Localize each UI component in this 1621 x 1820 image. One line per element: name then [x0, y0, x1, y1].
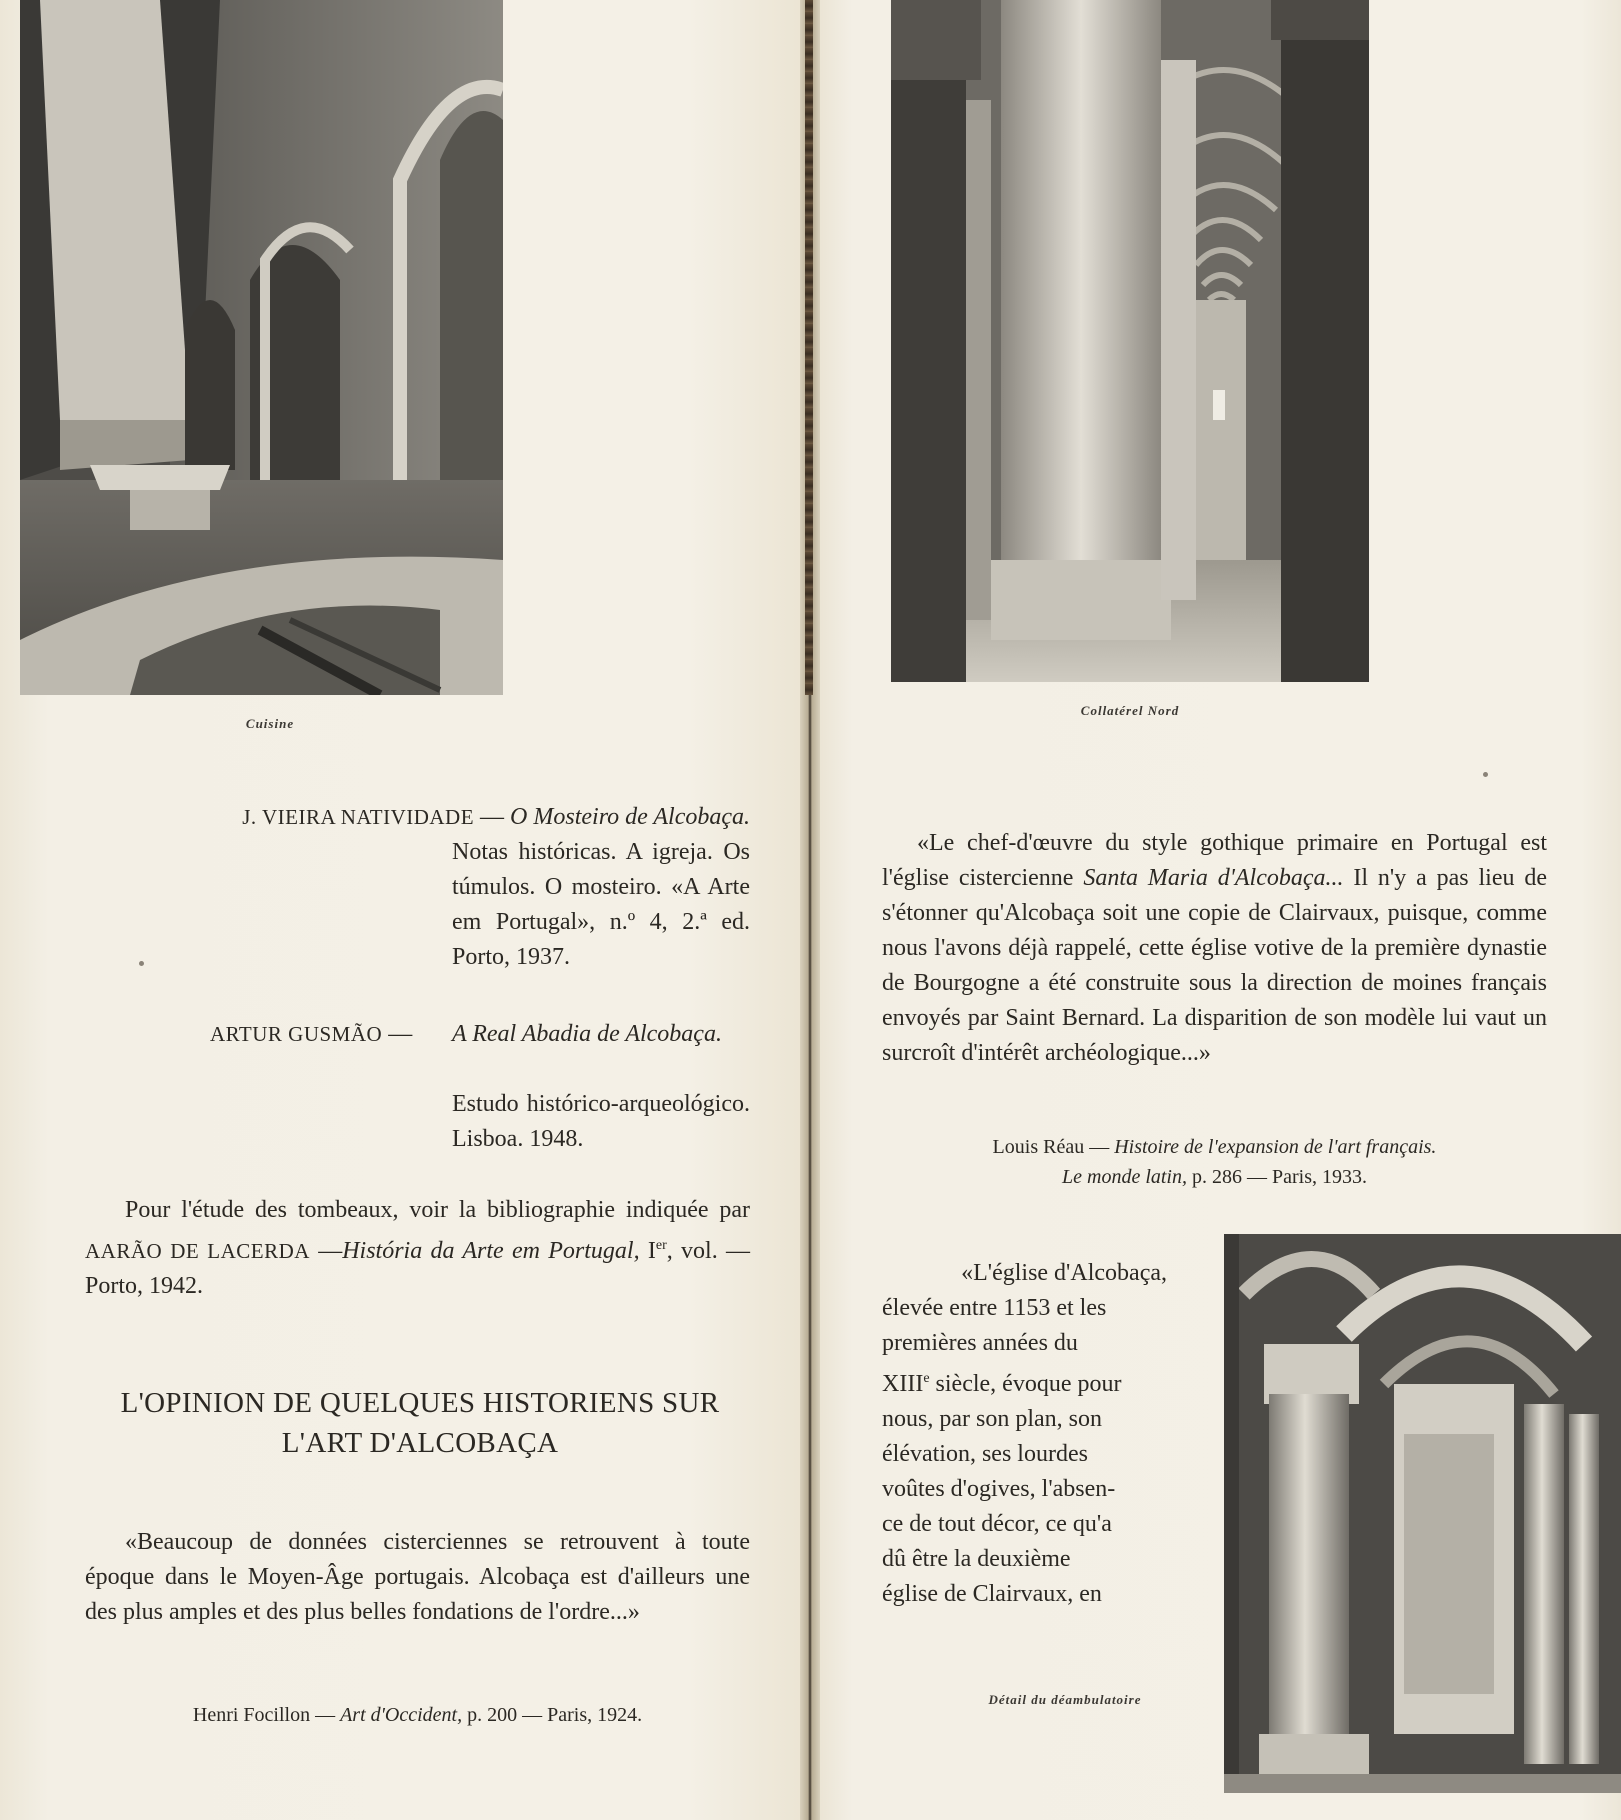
- alcobaca-quote: [882, 1256, 1167, 1612]
- century-sup: e: [923, 1371, 930, 1386]
- focillon-attribution: [85, 1700, 750, 1730]
- alcobaca-quote-line-4-text: siècle, évoque pour: [935, 1371, 1122, 1397]
- alcobaca-quote-line-2: élevée entre 1153 et les: [882, 1295, 1107, 1321]
- tombs-note-dash: —: [318, 1238, 343, 1264]
- section-heading-line-1: L'OPINION DE QUELQUES HISTORIENS SUR: [120, 1387, 720, 1419]
- tombs-note-intro: Pour l'étude des tombeaux, voir la bibliographie indiquée par: [125, 1197, 750, 1223]
- reau-quote: [882, 826, 1547, 1071]
- tombs-note-place: , vol. — Porto, 1942.: [85, 1238, 751, 1299]
- biblio-entry-2-title: A Real Abadia de Alcobaça.: [452, 1021, 722, 1047]
- alcobaca-quote-line-4: [882, 1361, 1167, 1402]
- ambulatory-caption: Détail du déambulatoire: [988, 1692, 1142, 1707]
- tombs-note-author: AARÃO DE LACERDA: [85, 1239, 310, 1263]
- biblio-entry-1-title: O Mosteiro de Alcobaça.: [510, 804, 750, 830]
- reau-attribution-line-1: [882, 1132, 1547, 1162]
- tombs-note-title: História da Arte em Portugal,: [342, 1238, 640, 1264]
- alcobaca-quote-line-5: nous, par son plan, son: [882, 1406, 1102, 1432]
- reau-attribution-line-2: [882, 1162, 1547, 1192]
- page-speck: [1483, 772, 1488, 777]
- focillon-author: Henri Focillon —: [192, 1704, 336, 1726]
- section-heading-line-2: L'ART D'ALCOBAÇA: [281, 1427, 559, 1459]
- page-speck: [139, 961, 144, 966]
- biblio-entry-1-details: Notas históricas. A igreja. Os túmulos. O mosteiro. «A Arte em Portugal», n.º 4, 2.ª ed. Porto, 1937.: [452, 839, 750, 970]
- kitchen-photo: [20, 0, 503, 695]
- tombs-bibliography-note: [85, 1193, 750, 1304]
- north-aisle-caption: Collatérel Nord: [1080, 703, 1180, 718]
- reau-work-subtitle: Le monde latin,: [1062, 1166, 1187, 1188]
- north-aisle-photo: [891, 0, 1369, 682]
- ambulatory-photo: [1224, 1234, 1621, 1793]
- biblio-entry-2-author: ARTUR GUSMÃO: [210, 1022, 383, 1046]
- focillon-quote: «Beaucoup de données cisterciennes se retrouvent à toute époque dans le Moyen-Âge portugais. Alcobaça est d'ailleurs une des plus amples et des plus belles fondations de l'ordre...»: [85, 1529, 750, 1625]
- reau-author: Louis Réau —: [992, 1136, 1110, 1158]
- reau-quote-italic: Santa Maria d'Alcobaça...: [1083, 865, 1344, 891]
- alcobaca-quote-line-10: église de Clairvaux, en: [882, 1581, 1102, 1607]
- biblio-entry-2-dash: —: [388, 1021, 413, 1047]
- focillon-citation: p. 200 — Paris, 1924.: [467, 1704, 643, 1726]
- alcobaca-quote-line-8: ce de tout décor, ce qu'a: [882, 1511, 1112, 1537]
- reau-quote-part-1: «Le chef-d'œuvre du style gothique primaire en Portugal est l'église cistercienne: [882, 830, 1547, 891]
- alcobaca-quote-line-7: voûtes d'ogives, l'absen-: [882, 1476, 1116, 1502]
- focillon-work: Art d'Occident,: [340, 1704, 463, 1726]
- tombs-note-volume: I: [647, 1238, 656, 1264]
- biblio-entry-1-author-line: [125, 800, 750, 835]
- biblio-entry-1-dash: —: [480, 804, 505, 830]
- alcobaca-quote-line-3: premières années du: [882, 1330, 1078, 1356]
- kitchen-photo-caption: Cuisine: [245, 716, 295, 731]
- biblio-entry-2-details: Estudo histórico-arqueológico. Lisboa. 1948.: [452, 1091, 750, 1152]
- reau-citation: p. 286 — Paris, 1933.: [1192, 1166, 1367, 1188]
- alcobaca-quote-line-6: élévation, ses lourdes: [882, 1441, 1088, 1467]
- reau-work: Histoire de l'expansion de l'art français.: [1114, 1136, 1437, 1158]
- reau-quote-part-2: Il n'y a pas lieu de s'étonner qu'Alcobaça soit une copie de Clairvaux, puisque, comme nous l'avons déjà rappelé, cette église votive de la première dynastie de Bourgogne a été construite sous la direction de moines français envoyés par Saint Bernard. La disparition de son modèle lui vaut un surcroît d'intérêt archéologique...»: [882, 865, 1548, 1066]
- century-numeral: XIII: [882, 1371, 924, 1397]
- alcobaca-quote-line-1: «L'église d'Alcobaça,: [961, 1260, 1167, 1286]
- gutter-edge: [805, 0, 813, 695]
- biblio-entry-1-author: J. VIEIRA NATIVIDADE: [242, 805, 475, 829]
- tombs-note-volume-sup: er: [655, 1238, 667, 1253]
- alcobaca-quote-line-9: dû être la deuxième: [882, 1546, 1071, 1572]
